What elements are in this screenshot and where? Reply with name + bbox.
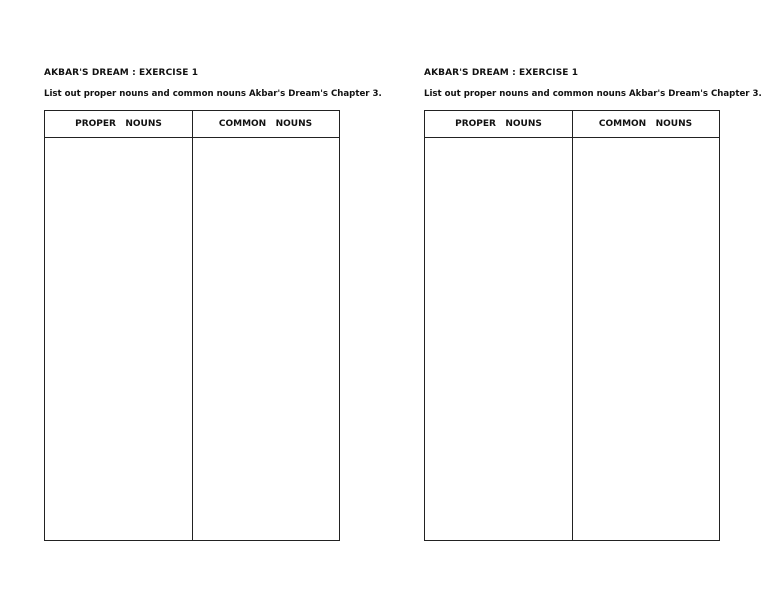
proper-nouns-answer-area[interactable]: [425, 138, 572, 540]
proper-nouns-answer-area[interactable]: [45, 138, 192, 540]
proper-nouns-header: PROPER NOUNS: [455, 119, 542, 129]
common-nouns-header: COMMON NOUNS: [598, 119, 693, 129]
proper-nouns-header: PROPER NOUNS: [75, 119, 162, 129]
worksheet-right: [424, 0, 762, 594]
common-nouns-header: COMMON NOUNS: [218, 119, 313, 129]
common-nouns-answer-area[interactable]: [193, 138, 339, 540]
worksheet-left: [44, 0, 382, 594]
exercise-title: AKBAR'S DREAM : EXERCISE 1: [424, 68, 579, 78]
exercise-instructions: List out proper nouns and common nouns Akbar's Dream's Chapter 3.: [424, 89, 762, 99]
exercise-title: AKBAR'S DREAM : EXERCISE 1: [44, 68, 199, 78]
noun-table: [424, 110, 720, 541]
exercise-instructions: List out proper nouns and common nouns Akbar's Dream's Chapter 3.: [44, 89, 382, 99]
common-nouns-answer-area[interactable]: [573, 138, 719, 540]
noun-table: [44, 110, 340, 541]
